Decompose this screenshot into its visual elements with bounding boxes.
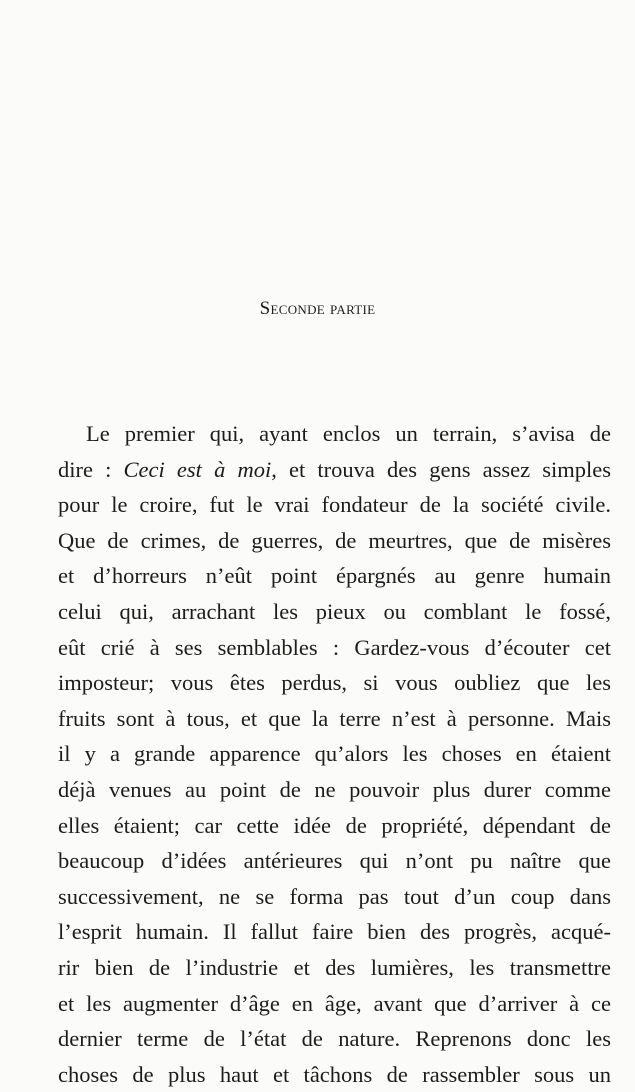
paragraph-line: déjà venues au point de ne pouvoir plus durer comme bbox=[58, 776, 611, 802]
paragraph-line: choses de plus haut et tâchons de rassembler sous un bbox=[58, 1061, 611, 1087]
paragraph-line: dernier terme de l’état de nature. Reprenons donc les bbox=[58, 1026, 611, 1052]
paragraph-line: successivement, ne se forma pas tout d’un coup dans bbox=[58, 883, 611, 909]
paragraph-line: l’esprit humain. Il fallut faire bien des progrès, acqué- bbox=[58, 919, 611, 945]
paragraph-line: Que de crimes, de guerres, de meurtres, que de misères bbox=[58, 527, 611, 553]
paragraph-line: beaucoup d’idées antérieures qui n’ont pu naître que bbox=[58, 848, 611, 874]
paragraph-line: celui qui, arrachant les pieux ou comblant le fossé, bbox=[58, 598, 611, 624]
paragraph-line: Le premier qui, ayant enclos un terrain, s’avisa de bbox=[86, 421, 611, 446]
paragraph-line bbox=[58, 452, 611, 488]
italic-quote: Ceci est à moi bbox=[123, 456, 272, 482]
paragraph-line: rir bien de l’industrie et des lumières, les transmettre bbox=[58, 954, 611, 980]
paragraph-line: pour le croire, fut le vrai fondateur de la société civile. bbox=[58, 492, 611, 518]
paragraph-line: imposteur; vous êtes perdus, si vous oubliez que les bbox=[58, 670, 611, 696]
paragraph-line: il y a grande apparence qu’alors les choses en étaient bbox=[58, 741, 611, 767]
paragraph-line: et d’horreurs n’eût point épargnés au genre humain bbox=[58, 563, 611, 589]
paragraph-line: elles étaient; car cette idée de propriété, dépendant de bbox=[58, 812, 611, 838]
part-title: Seconde partie bbox=[259, 298, 376, 319]
line-text: , et trouva des gens assez simples bbox=[271, 456, 611, 482]
paragraph-line: et les augmenter d’âge en âge, avant que d’arriver à ce bbox=[58, 990, 611, 1016]
line-text: dire : bbox=[58, 456, 124, 482]
paragraph-line: eût crié à ses semblables : Gardez-vous d’écouter cet bbox=[58, 634, 611, 660]
paragraph bbox=[58, 416, 611, 1092]
paragraph-line: fruits sont à tous, et que la terre n’est à personne. Mais bbox=[58, 705, 611, 731]
